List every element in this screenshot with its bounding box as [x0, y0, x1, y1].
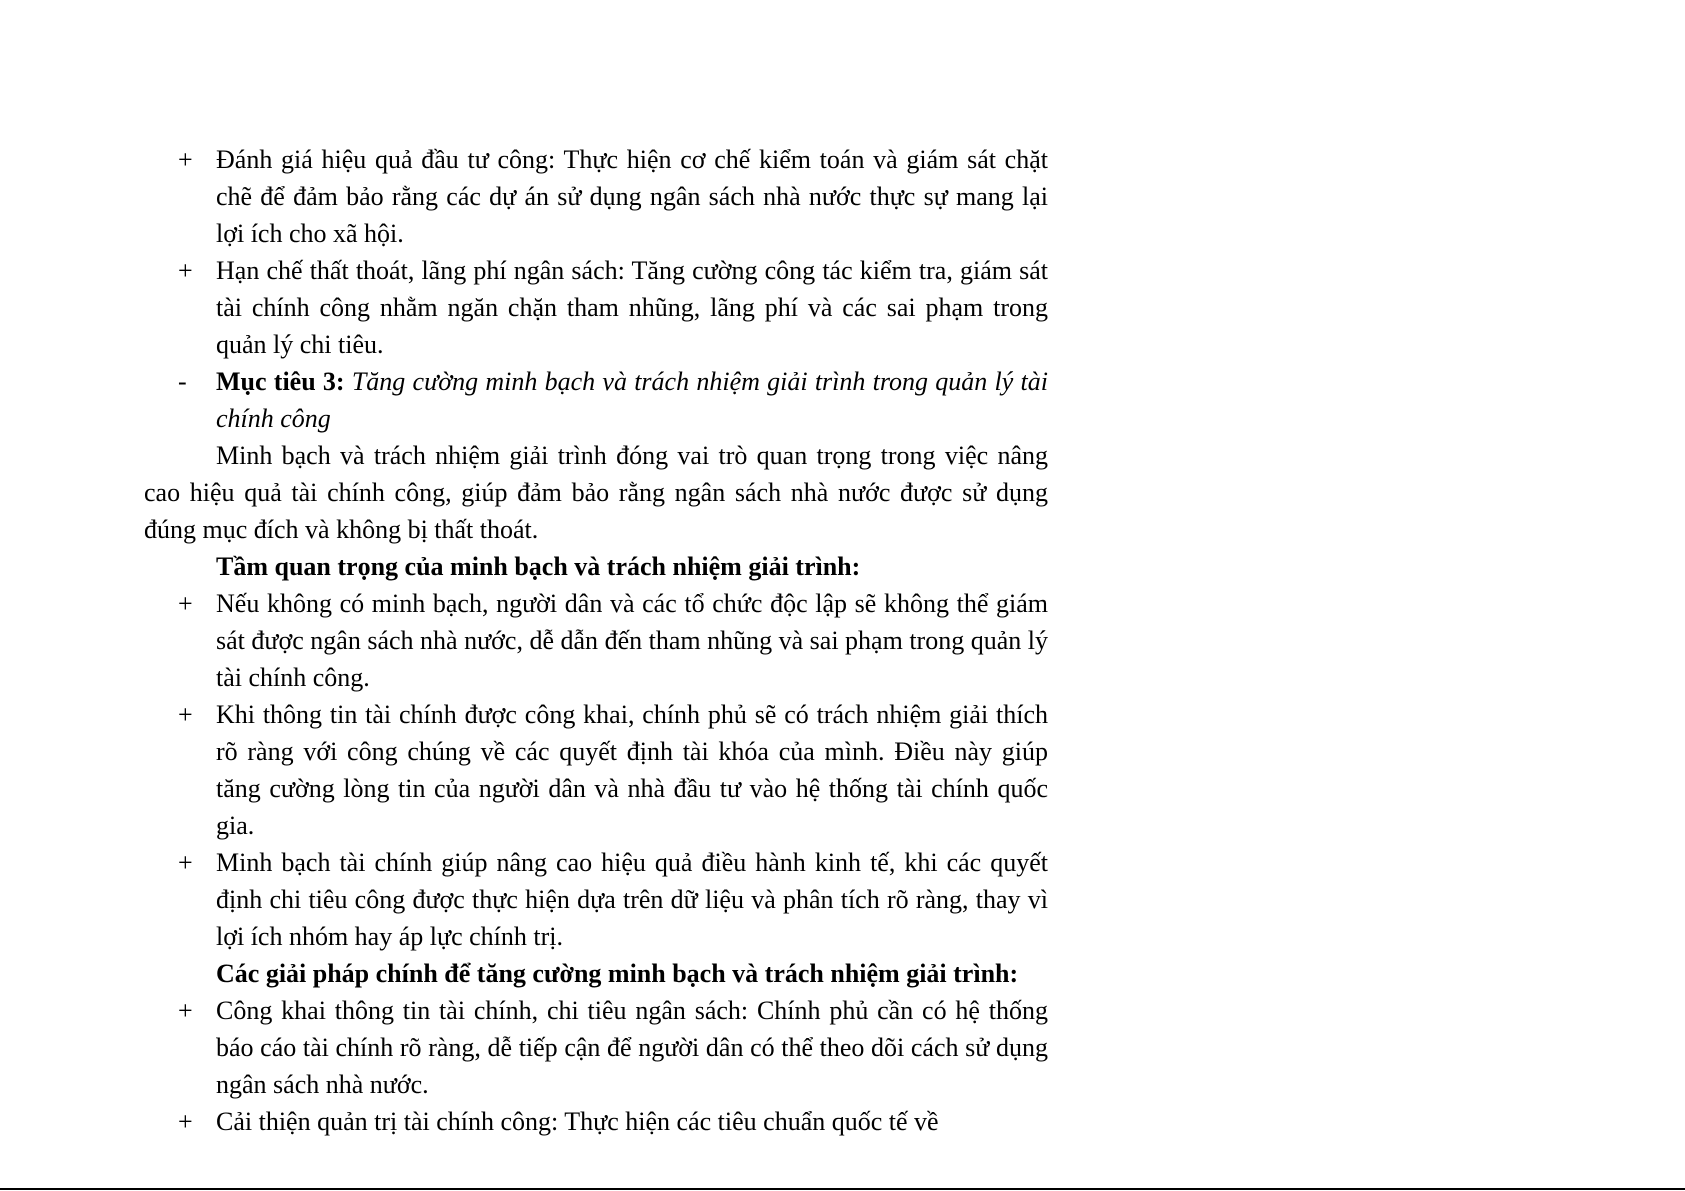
- plus-bullet: +: [178, 1107, 193, 1136]
- list-item-text: Hạn chế thất thoát, lãng phí ngân sách: Tăng cường công tác kiểm tra, giám sát tài chính công nhằm ngăn chặn tham nhũng, lãng phí và các sai phạm trong quản lý chi tiêu.: [216, 256, 1048, 359]
- plus-bullet: +: [178, 996, 193, 1025]
- list-item: [144, 1103, 1048, 1140]
- list-item-text: Nếu không có minh bạch, người dân và các tổ chức độc lập sẽ không thể giám sát được ngân sách nhà nước, dễ dẫn đến tham nhũng và sai phạm trong quản lý tài chính công.: [216, 589, 1048, 692]
- list-item-text: Khi thông tin tài chính được công khai, chính phủ sẽ có trách nhiệm giải thích rõ ràng với công chúng về các quyết định tài khóa của mình. Điều này giúp tăng cường lòng tin của người dân và nhà đầu tư vào hệ thống tài chính quốc gia.: [216, 700, 1048, 840]
- objective-label: Mục tiêu 3:: [216, 367, 345, 396]
- document-body: [144, 141, 1048, 1140]
- plus-bullet: +: [178, 589, 193, 618]
- list-item: [144, 696, 1048, 844]
- plus-bullet: +: [178, 848, 193, 877]
- plus-bullet: +: [178, 145, 193, 174]
- list-item-text: Cải thiện quản trị tài chính công: Thực hiện các tiêu chuẩn quốc tế về: [216, 1107, 939, 1136]
- plus-bullet: +: [178, 256, 193, 285]
- objective-text: Tăng cường minh bạch và trách nhiệm giải trình trong quản lý tài chính công: [216, 367, 1048, 433]
- dash-bullet: -: [178, 367, 187, 396]
- list-item: [144, 141, 1048, 252]
- list-item: [144, 844, 1048, 955]
- plus-bullet: +: [178, 700, 193, 729]
- page-bottom-border: [0, 1188, 1685, 1190]
- list-item: [144, 992, 1048, 1103]
- list-item-text: Công khai thông tin tài chính, chi tiêu ngân sách: Chính phủ cần có hệ thống báo cáo tài chính rõ ràng, dễ tiếp cận để người dân có thể theo dõi cách sử dụng ngân sách nhà nước.: [216, 996, 1048, 1099]
- list-item-text: Đánh giá hiệu quả đầu tư công: Thực hiện cơ chế kiểm toán và giám sát chặt chẽ để đảm bảo rằng các dự án sử dụng ngân sách nhà nước thực sự mang lại lợi ích cho xã hội.: [216, 145, 1048, 248]
- list-item: [144, 585, 1048, 696]
- objective-item: [144, 363, 1048, 437]
- list-item-text: Minh bạch tài chính giúp nâng cao hiệu quả điều hành kinh tế, khi các quyết định chi tiêu công được thực hiện dựa trên dữ liệu và phân tích rõ ràng, thay vì lợi ích nhóm hay áp lực chính trị.: [216, 848, 1048, 951]
- solutions-heading: Các giải pháp chính để tăng cường minh bạch và trách nhiệm giải trình:: [216, 959, 1019, 988]
- importance-heading: Tầm quan trọng của minh bạch và trách nhiệm giải trình:: [216, 552, 861, 581]
- intro-paragraph: Minh bạch và trách nhiệm giải trình đóng vai trò quan trọng trong việc nâng cao hiệu quả tài chính công, giúp đảm bảo rằng ngân sách nhà nước được sử dụng đúng mục đích và không bị thất thoát.: [144, 441, 1048, 544]
- list-item: [144, 252, 1048, 363]
